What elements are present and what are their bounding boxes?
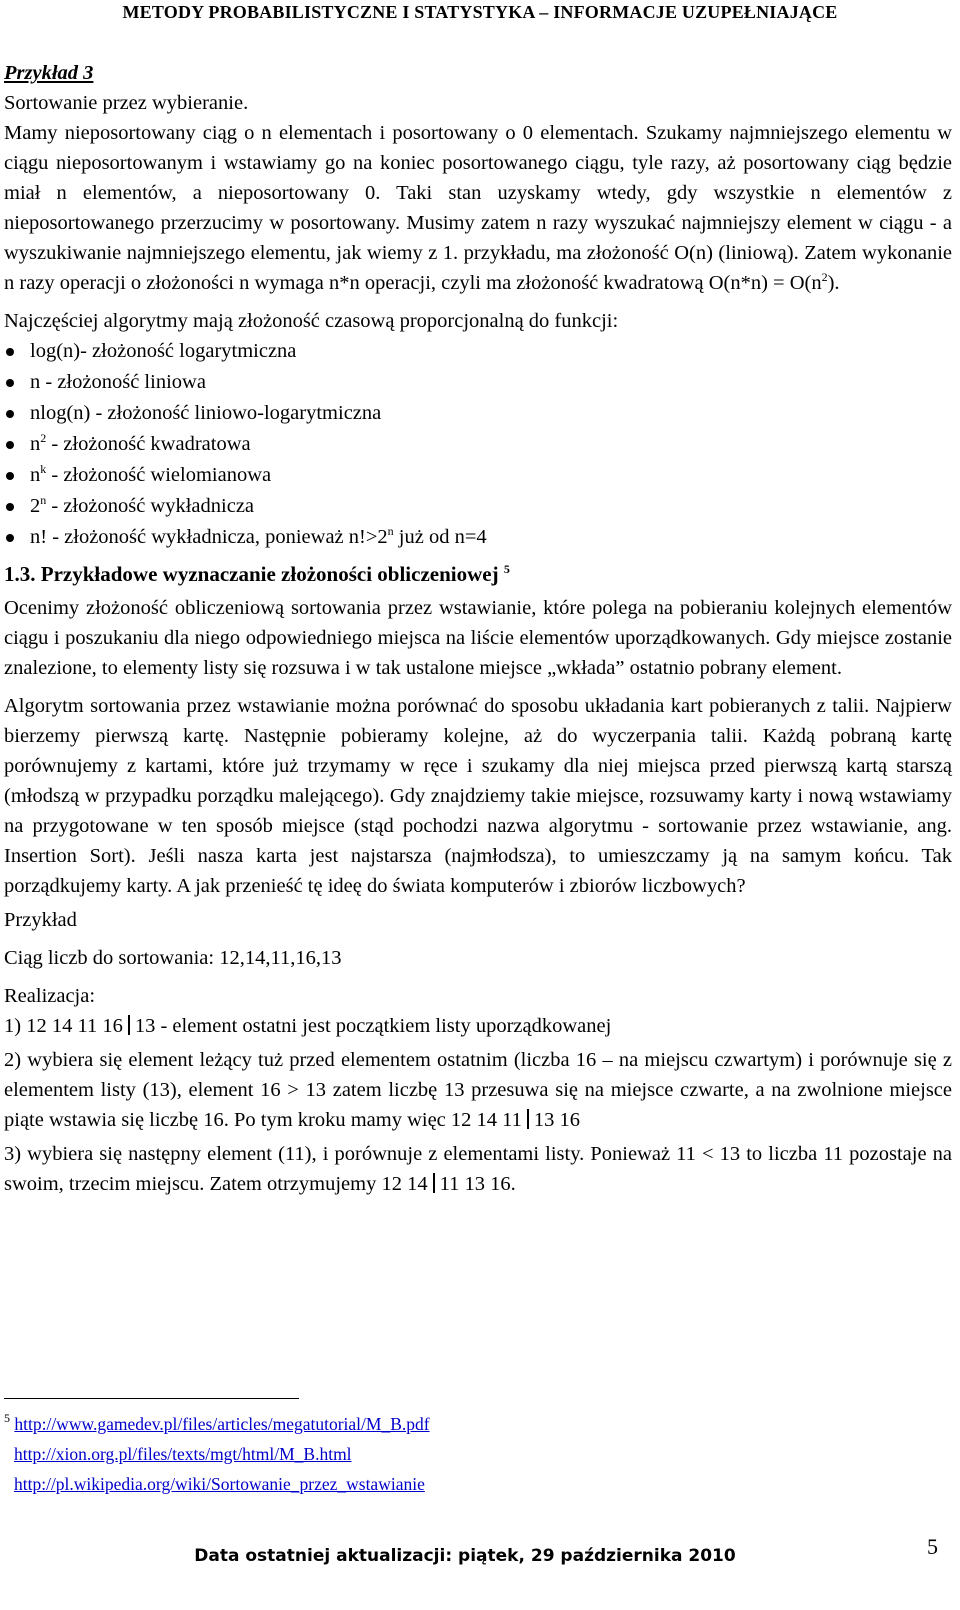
list-item-text: nlog(n) - złożoność liniowo-logarytmiczna	[30, 402, 382, 424]
list-item-text: n - złożoność liniowa	[30, 371, 206, 393]
page-header: METODY PROBABILISTYCZNE I STATYSTYKA – INFORMACJE UZUPEŁNIAJĄCE	[122, 2, 838, 22]
footnote-link[interactable]: http://www.gamedev.pl/files/articles/megatutorial/M_B.pdf	[14, 1414, 430, 1434]
superscript: n	[40, 493, 47, 507]
footnotes	[4, 1409, 430, 1499]
superscript: 2	[40, 431, 47, 445]
page-footer: Data ostatniej aktualizacji: piątek, 29 października 2010	[194, 1546, 736, 1566]
list-item-text: - złożoność kwadratowa	[46, 433, 251, 455]
footnote-link[interactable]: http://pl.wikipedia.org/wiki/Sortowanie_przez_wstawianie	[14, 1474, 425, 1494]
example-label: Przykład	[4, 909, 77, 931]
footnote-number: 5	[4, 1411, 10, 1425]
list-item-text: n	[30, 433, 41, 455]
complexity-intro: Najczęściej algorytmy mają złożoność czasową proporcjonalną do funkcji:	[4, 310, 619, 332]
footnote-ref: 5	[503, 562, 510, 576]
list-item	[4, 336, 952, 367]
list-item	[4, 429, 952, 460]
step-1	[4, 1011, 952, 1041]
step-text: 3) wybiera się następny element (11), i porównuje z elementami listy. Ponieważ 11 < 13 to liczba 11 pozostaje na swoim, trzecim miejscu. Zatem otrzymujemy 12 14	[4, 1143, 952, 1195]
list-item-text: - złożoność wykładnicza	[46, 495, 255, 517]
insertion-sort-intro: Ocenimy złożoność obliczeniową sortowania przez wstawianie, które polega na pobieraniu kolejnych elementów ciągu i poszukaniu dla niego odpowiedniego miejsca na liście elementów uporządkowanych. Gdy miejsce zostanie znalezione, to elementy listy się rozsuwa i w tak ustalone miejsce „wkłada” ostatnio pobrany element.	[4, 597, 952, 679]
step-text: 2) wybiera się element leżący tuż przed elementem ostatnim (liczba 16 – na miejscu czwartym) i porównuje się z elementem listy (13), element 16 > 13 zatem liczbę 13 przesuwa się na miejsce czwarte, a na zwolnione miejsce piąte wstawia się liczbę 16. Po tym kroku mamy więc 12 14 11	[4, 1049, 952, 1131]
section-heading-text: 1.3. Przykładowe wyznaczanie złożoności obliczeniowej	[4, 562, 499, 586]
list-item-text: n! - złożoność wykładnicza, ponieważ n!>2	[30, 526, 388, 548]
realization-label: Realizacja:	[4, 985, 96, 1007]
section-heading	[4, 559, 952, 589]
step-3	[4, 1139, 952, 1199]
step-text: 13 16	[533, 1109, 581, 1131]
list-item-text: log(n)- złożoność logarytmiczna	[30, 340, 297, 362]
example-title-text: Przykład 3	[4, 62, 94, 84]
footnote-line	[4, 1439, 430, 1469]
list-item-text: 2	[30, 495, 41, 517]
example-title	[4, 58, 952, 88]
example-subtitle: Sortowanie przez wybieranie.	[4, 92, 249, 114]
list-item	[4, 398, 952, 429]
selection-sort-paragraph	[4, 118, 952, 298]
footnote-link[interactable]: http://xion.org.pl/files/texts/mgt/html/M_B.html	[14, 1444, 352, 1464]
footnote-separator	[4, 1398, 299, 1399]
footnote-line	[4, 1469, 430, 1499]
selection-sort-text: Mamy nieposortowany ciąg o n elementach i posortowany o 0 elementach. Szukamy najmniejszego elementu w ciągu nieposortowanym i wstawiamy go na koniec posortowanego ciągu, tyle razy, aż posortowany ciąg będzie miał n elementów, a nieposortowany 0. Taki stan uzyskamy wtedy, gdy wszystkie n elementów z nieposortowanego przerzucimy w posortowany. Musimy zatem n razy wyszukać najmniejszy element w ciągu - a wyszukiwanie najmniejszego elementu, jak wiemy z 1. przykładu, ma złożoność O(n) (liniową). Zatem wykonanie n razy operacji o złożoności n wymaga n*n operacji, czyli ma złożoność kwadratową O(n*n) = O(n	[4, 122, 952, 294]
step-text: 11 13 16.	[439, 1173, 516, 1195]
sequence-line: Ciąg liczb do sortowania: 12,14,11,16,13	[4, 947, 342, 969]
list-item	[4, 460, 952, 491]
list-item	[4, 522, 952, 553]
list-item-text: n	[30, 464, 41, 486]
divider-bar	[433, 1173, 435, 1193]
list-item	[4, 367, 952, 398]
selection-sort-text-end: ).	[827, 272, 840, 294]
list-item-text: już od n=4	[393, 526, 487, 548]
card-analogy-paragraph: Algorytm sortowania przez wstawianie można porównać do sposobu układania kart pobieranych z talii. Najpierw bierzemy pierwszą kartę. Następnie pobieramy kolejne, aż do wyczerpania talii. Każdą pobraną kartę porównujemy z kartami, które już trzymamy w ręce i szukamy dla niej miejsca przed pierwszą kartą starszą (młodszą w przypadku porządku malejącego). Gdy znajdziemy takie miejsce, rozsuwamy karty i nową wstawiamy na przygotowane w ten sposób miejsce (stąd pochodzi nazwa algorytmu - sortowanie przez wstawianie, ang. Insertion Sort). Jeśli nasza karta jest najstarsza (najmłodsza), to umieszczamy ją na samym końcu. Tak porządkujemy karty. A jak przenieść tę ideę do świata komputerów i zbiorów liczbowych?	[4, 695, 952, 897]
divider-bar	[128, 1015, 130, 1035]
step-2	[4, 1045, 952, 1135]
superscript: 2	[821, 270, 828, 284]
list-item-text: - złożoność wielomianowa	[46, 464, 272, 486]
page-number: 5	[927, 1534, 938, 1559]
superscript: n	[387, 524, 394, 538]
superscript: k	[40, 462, 47, 476]
footnote-line	[4, 1409, 430, 1439]
divider-bar	[527, 1109, 529, 1129]
step-text: 1) 12 14 11 16	[4, 1015, 123, 1037]
step-text: 13 - element ostatni jest początkiem listy uporządkowanej	[134, 1015, 612, 1037]
complexity-list	[4, 336, 952, 553]
list-item	[4, 491, 952, 522]
main-content	[4, 58, 952, 1199]
